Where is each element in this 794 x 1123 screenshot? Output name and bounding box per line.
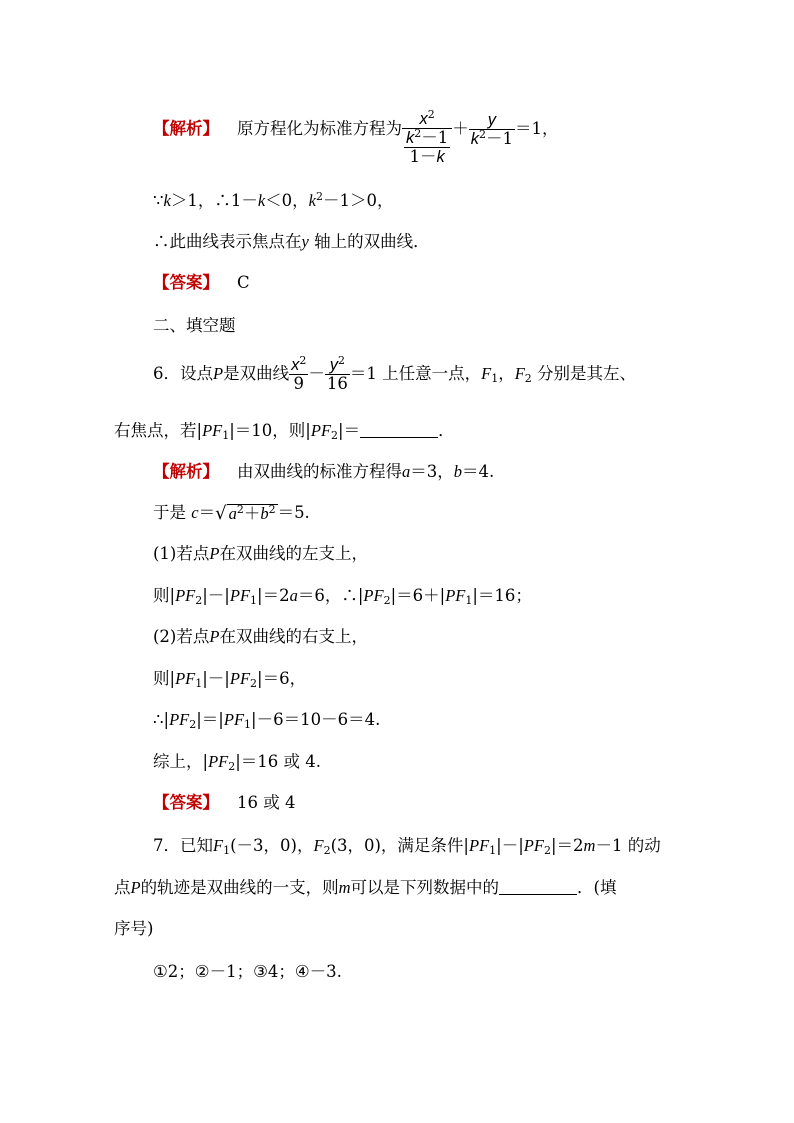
question-7-line-3: 序号) <box>114 919 154 938</box>
solution-6-line-8: 综上，$|PF_2|=16$ 或 4. <box>153 752 322 773</box>
question-7-line-1: 7．已知$F_1(-3$，0)，$F_2(3$，0)，满足条件$|PF_1|-|PF_2|=2m-1$ 的动 <box>153 836 661 857</box>
fraction-y2-over-16: $\frac{y^2}{16}$ <box>326 354 348 393</box>
solution-6-line-4: 则$|PF_2|-|PF_1|=2a=6$，$\therefore|PF_2|=6+|PF_1|=16$； <box>153 586 532 607</box>
question-6-line-2: 右焦点，若$|PF_1|=10$，则$|PF_2|=$ ． <box>114 421 455 442</box>
answer-blank-7[interactable] <box>499 878 577 895</box>
question-7-line-2: 点P的轨迹是双曲线的一支，则m可以是下列数据中的 ．(填 <box>114 878 617 897</box>
solution-6-line-1: 【解析】 由双曲线的标准方程得a＝3，b＝4. <box>153 462 495 481</box>
answer-6: 【答案】 16 或 4 <box>153 793 296 812</box>
solution-6-line-2: 于是 c＝√ $a^2+b^2 =5$. <box>153 502 310 524</box>
question-7-options: ①2；②－1；③4；④－3. <box>153 962 342 981</box>
analysis-tag: 【解析】 <box>153 462 219 481</box>
solution-6-line-7: $\therefore|PF_2|=|PF_1|-6=10-6=4$. <box>153 710 381 731</box>
analysis-tag: 【解析】 <box>153 119 219 138</box>
fraction-x2-over: $\frac{x^2}{\frac{k^2-1}{1-k}}$ <box>402 110 452 166</box>
answer-blank-6[interactable] <box>360 421 438 438</box>
solution-5-line-1: 【解析】 原方程化为标准方程为 $\frac{x^2}{\frac{k^2-1}{1-k}}$ ＋ $\frac{y}{k^2-1}$ ＝1， <box>153 108 559 166</box>
fraction-x2-over-9: $\frac{x^2}{9}$ <box>291 354 307 393</box>
square-root: √ $a^2+b^2$ <box>215 502 276 524</box>
answer-5: 【答案】 C <box>153 273 250 292</box>
solution-6-line-3: (1)若点P在双曲线的左支上， <box>153 544 368 563</box>
section-title: 二、填空题 <box>153 316 236 335</box>
solution-5-line-3: ∴此曲线表示焦点在y 轴上的双曲线． <box>153 232 430 251</box>
solution-5-line-2: ∵k＞1，∴1－k＜0，$k^2-1>0$， <box>153 190 394 210</box>
solution-6-line-5: (2)若点P在双曲线的右支上， <box>153 627 368 646</box>
answer-tag: 【答案】 <box>153 273 219 292</box>
solution-6-line-6: 则$|PF_1|-|PF_2|=6$， <box>153 669 307 690</box>
fraction-y-over: $\frac{y}{k^2-1}$ <box>470 111 513 148</box>
answer-tag: 【答案】 <box>153 793 219 812</box>
question-6-line-1: 6．设点P是双曲线 $\frac{x^2}{9}$ － $\frac{y^2}{16}$ ＝1 上任意一点，$F_1$，$F_2$ 分别是其左、 <box>153 354 637 393</box>
